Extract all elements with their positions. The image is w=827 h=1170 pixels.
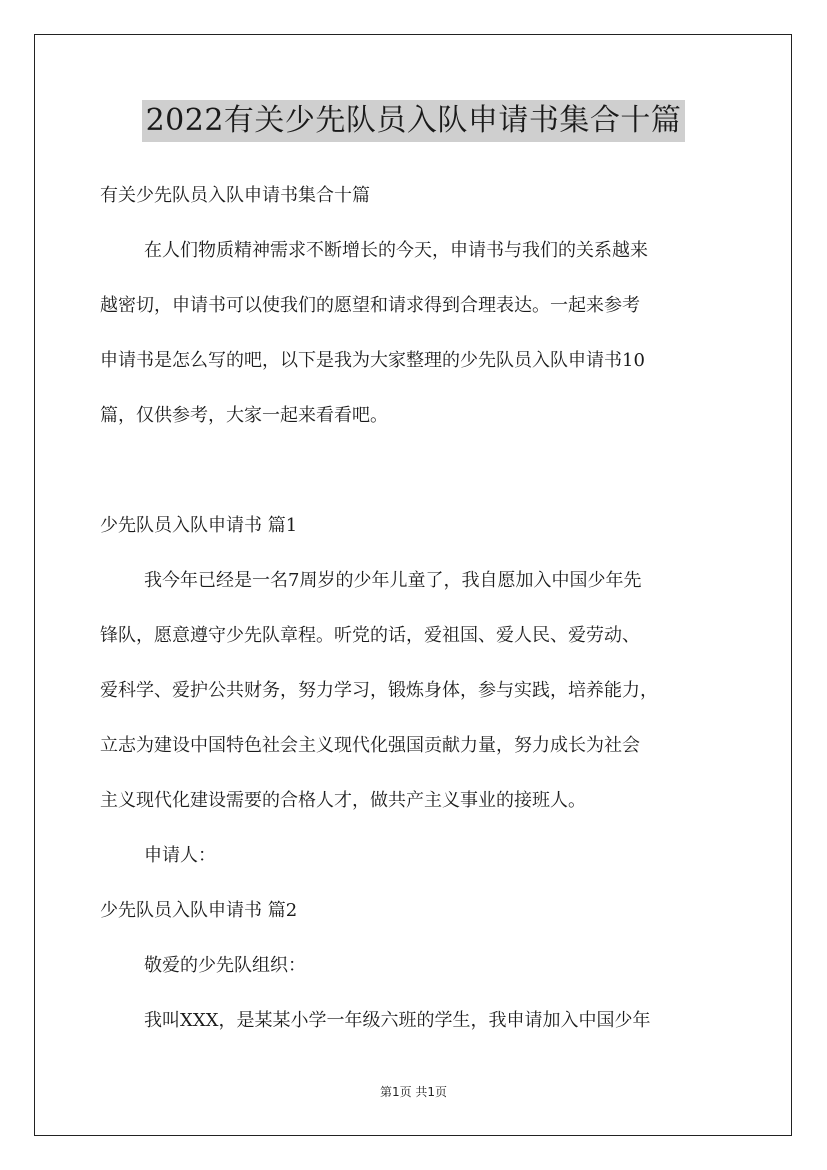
section-heading: 少先队员入队申请书 篇1 [100, 515, 298, 536]
salutation-line: 敬爱的少先队组织： [144, 955, 306, 976]
body-line: 锋队，愿意遵守少先队章程。听党的话，爱祖国、爱人民、爱劳动、 [100, 625, 640, 646]
page-number: 第1页 共1页 [379, 1085, 448, 1099]
body-line: 篇，仅供参考，大家一起来看看吧。 [100, 405, 388, 426]
body-line: 爱科学、爱护公共财务，努力学习，锻炼身体，参与实践，培养能力， [100, 680, 658, 701]
body-line: 在人们物质精神需求不断增长的今天，申请书与我们的关系越来 [144, 240, 648, 261]
document-title [0, 100, 827, 142]
signature-line: 申请人： [144, 845, 216, 866]
blank-line [100, 443, 732, 498]
section-heading: 少先队员入队申请书 篇2 [100, 900, 298, 921]
body-line: 我今年已经是一名7周岁的少年儿童了，我自愿加入中国少年先 [144, 570, 642, 591]
body-line: 越密切，申请书可以使我们的愿望和请求得到合理表达。一起来参考 [100, 295, 640, 316]
body-line: 有关少先队员入队申请书集合十篇 [100, 185, 370, 206]
body-line: 主义现代化建设需要的合格人才，做共产主义事业的接班人。 [100, 790, 586, 811]
document-title-text: 2022有关少先队员入队申请书集合十篇 [142, 100, 686, 142]
document-body [100, 168, 732, 1048]
body-line: 我叫XXX，是某某小学一年级六班的学生，我申请加入中国少年 [144, 1010, 651, 1031]
page-footer [0, 1083, 827, 1100]
body-line: 立志为建设中国特色社会主义现代化强国贡献力量，努力成长为社会 [100, 735, 640, 756]
body-line: 申请书是怎么写的吧，以下是我为大家整理的少先队员入队申请书10 [100, 350, 645, 371]
